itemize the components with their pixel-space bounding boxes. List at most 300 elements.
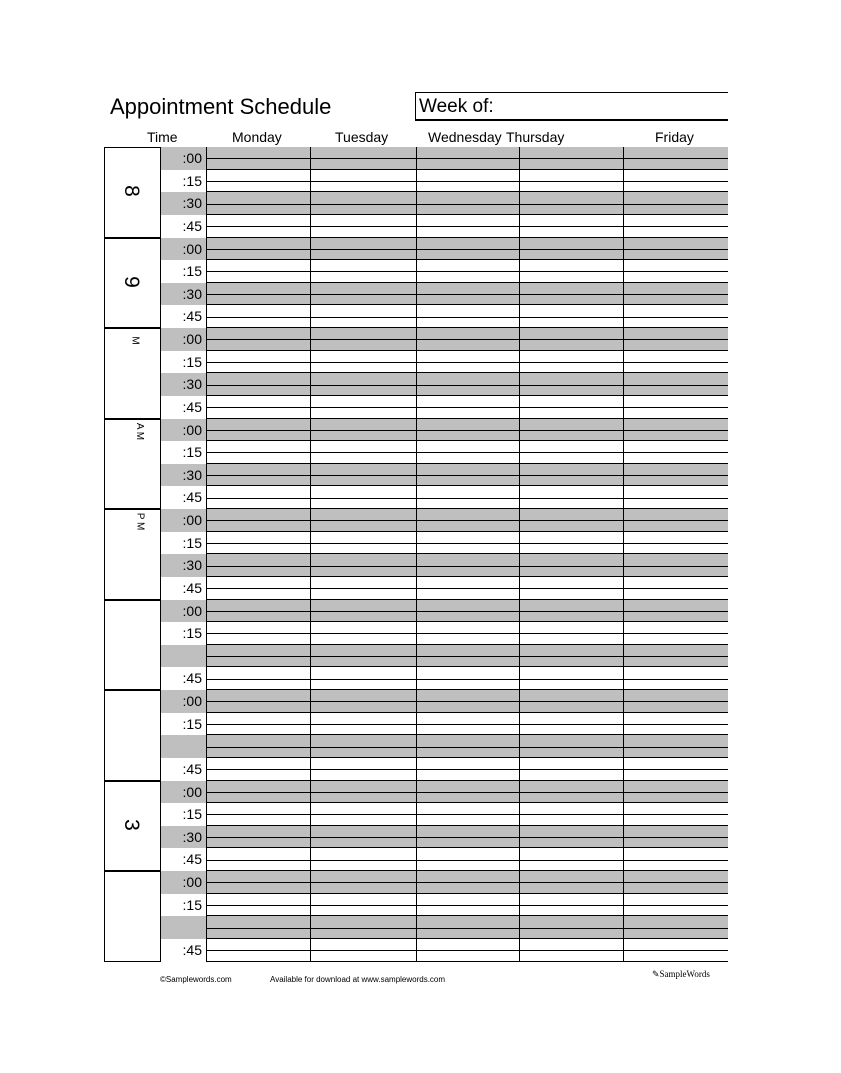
day-column-divider — [623, 351, 624, 374]
slot-time-label: :45 — [160, 486, 206, 509]
day-column-divider — [416, 713, 417, 736]
day-column-divider — [206, 486, 207, 509]
time-slot-row[interactable] — [160, 238, 728, 261]
pen-icon: ✎ — [652, 969, 660, 979]
day-column-divider — [519, 803, 520, 826]
time-slot-row[interactable] — [160, 147, 728, 170]
day-column-divider — [310, 328, 311, 351]
slot-divider — [206, 362, 728, 363]
day-column-divider — [519, 419, 520, 442]
slot-time-label: :30 — [160, 373, 206, 396]
day-column-divider — [416, 305, 417, 328]
day-column-divider — [416, 170, 417, 193]
day-column-divider — [206, 532, 207, 555]
day-column-divider — [206, 373, 207, 396]
day-column-divider — [519, 486, 520, 509]
day-column-divider — [310, 396, 311, 419]
day-column-divider — [416, 690, 417, 713]
hour-label: 9 — [119, 275, 143, 288]
day-column-divider — [519, 848, 520, 871]
slot-time-label: :00 — [160, 509, 206, 532]
slot-divider — [206, 961, 728, 962]
slot-divider — [206, 611, 728, 612]
day-column-divider — [519, 147, 520, 170]
day-column-divider — [519, 554, 520, 577]
slot-divider — [206, 385, 728, 386]
footer-copyright: ©Samplewords.com — [160, 975, 232, 984]
hour-label: 8 — [119, 185, 143, 198]
day-column-divider — [310, 622, 311, 645]
period-label: M — [129, 336, 141, 345]
day-column-divider — [206, 667, 207, 690]
period-label: A M — [134, 422, 146, 440]
slot-time-label: :00 — [160, 147, 206, 170]
day-column-divider — [206, 781, 207, 804]
day-column-divider — [623, 781, 624, 804]
day-column-divider — [310, 147, 311, 170]
day-column-divider — [416, 486, 417, 509]
slot-divider — [206, 724, 728, 725]
time-slot-row[interactable] — [160, 577, 728, 600]
time-slot-row[interactable] — [160, 758, 728, 781]
time-slot-row[interactable] — [160, 622, 728, 645]
day-column-divider — [623, 419, 624, 442]
day-column-divider — [519, 645, 520, 668]
time-slot-row[interactable] — [160, 600, 728, 623]
slot-divider — [206, 204, 728, 205]
slot-divider — [206, 475, 728, 476]
time-slot-row[interactable] — [160, 894, 728, 917]
slot-divider — [206, 249, 728, 250]
day-column-divider — [623, 147, 624, 170]
slot-time-label: :45 — [160, 396, 206, 419]
day-column-divider — [519, 826, 520, 849]
slot-time-label: :00 — [160, 690, 206, 713]
time-slot-row[interactable] — [160, 419, 728, 442]
slot-divider — [206, 747, 728, 748]
time-slot-row[interactable] — [160, 373, 728, 396]
slot-divider — [206, 679, 728, 680]
day-column-divider — [416, 667, 417, 690]
slot-divider — [206, 814, 728, 815]
day-column-divider — [310, 554, 311, 577]
hour-block — [104, 419, 161, 510]
day-column-divider — [416, 600, 417, 623]
time-slot-row[interactable] — [160, 486, 728, 509]
day-column-divider — [310, 713, 311, 736]
time-slot-row[interactable] — [160, 848, 728, 871]
day-column-divider — [206, 758, 207, 781]
period-label: P M — [134, 512, 146, 531]
slot-divider — [206, 271, 728, 272]
slot-time-label — [160, 645, 206, 668]
day-column-divider — [206, 554, 207, 577]
slot-time-label: :45 — [160, 848, 206, 871]
slot-divider — [206, 407, 728, 408]
day-column-divider — [310, 464, 311, 487]
day-column-divider — [416, 781, 417, 804]
hour-block — [104, 509, 161, 600]
day-column-divider — [310, 351, 311, 374]
day-header-monday: Monday — [232, 129, 282, 145]
day-column-divider — [206, 396, 207, 419]
day-column-divider — [310, 939, 311, 962]
day-header-wednesday: Wednesday — [428, 129, 502, 145]
time-slot-row[interactable] — [160, 328, 728, 351]
day-column-divider — [519, 464, 520, 487]
time-slot-row[interactable] — [160, 713, 728, 736]
day-column-divider — [623, 871, 624, 894]
page-title: Appointment Schedule — [110, 94, 332, 119]
day-column-divider — [623, 170, 624, 193]
day-column-divider — [416, 238, 417, 261]
day-column-divider — [206, 464, 207, 487]
samplewords-logo — [652, 969, 710, 980]
day-column-divider — [310, 192, 311, 215]
logo-text: SampleWords — [659, 969, 710, 979]
slot-divider — [206, 950, 728, 951]
day-column-divider — [206, 871, 207, 894]
day-column-divider — [416, 532, 417, 555]
day-column-divider — [519, 328, 520, 351]
slot-divider — [206, 339, 728, 340]
hour-block — [104, 871, 161, 962]
slot-time-label: :30 — [160, 826, 206, 849]
day-column-divider — [519, 735, 520, 758]
day-column-divider — [623, 735, 624, 758]
slot-time-label: :45 — [160, 305, 206, 328]
time-slot-row[interactable] — [160, 170, 728, 193]
slot-time-label: :30 — [160, 554, 206, 577]
day-column-divider — [519, 396, 520, 419]
day-column-divider — [519, 871, 520, 894]
slot-time-label: :45 — [160, 758, 206, 781]
day-column-divider — [206, 939, 207, 962]
day-column-divider — [416, 826, 417, 849]
slot-divider — [206, 905, 728, 906]
day-column-divider — [416, 464, 417, 487]
day-column-divider — [623, 260, 624, 283]
day-column-divider — [416, 735, 417, 758]
day-column-divider — [416, 441, 417, 464]
day-column-divider — [416, 373, 417, 396]
hour-block — [104, 238, 161, 329]
day-column-divider — [310, 826, 311, 849]
week-of-box[interactable] — [415, 92, 728, 121]
slot-divider — [206, 792, 728, 793]
slot-time-label — [160, 916, 206, 939]
slot-time-label: :00 — [160, 600, 206, 623]
day-column-divider — [519, 351, 520, 374]
slot-time-label: :45 — [160, 939, 206, 962]
slot-divider — [206, 498, 728, 499]
day-column-divider — [206, 803, 207, 826]
slot-divider — [206, 769, 728, 770]
time-slot-row[interactable] — [160, 532, 728, 555]
day-column-divider — [416, 396, 417, 419]
day-column-divider — [416, 283, 417, 306]
day-column-divider — [310, 645, 311, 668]
slot-time-label: :15 — [160, 170, 206, 193]
day-column-divider — [206, 690, 207, 713]
slot-time-label: :00 — [160, 238, 206, 261]
day-column-divider — [623, 803, 624, 826]
day-column-divider — [623, 192, 624, 215]
day-column-divider — [416, 192, 417, 215]
day-column-divider — [206, 622, 207, 645]
time-slot-row[interactable] — [160, 305, 728, 328]
slot-divider — [206, 837, 728, 838]
day-column-divider — [623, 600, 624, 623]
slot-time-label: :15 — [160, 441, 206, 464]
day-column-divider — [519, 758, 520, 781]
day-column-divider — [519, 305, 520, 328]
day-column-divider — [519, 690, 520, 713]
day-column-divider — [206, 192, 207, 215]
day-column-divider — [623, 916, 624, 939]
day-column-divider — [519, 192, 520, 215]
day-column-divider — [310, 871, 311, 894]
day-column-divider — [519, 441, 520, 464]
slot-time-label: :00 — [160, 328, 206, 351]
hour-label: 3 — [119, 818, 143, 831]
day-column-divider — [519, 170, 520, 193]
day-column-divider — [623, 667, 624, 690]
day-column-divider — [519, 916, 520, 939]
day-column-divider — [519, 600, 520, 623]
time-slot-row[interactable] — [160, 192, 728, 215]
time-slot-row[interactable] — [160, 351, 728, 374]
day-column-divider — [416, 622, 417, 645]
slot-time-label — [160, 735, 206, 758]
time-slot-row[interactable] — [160, 871, 728, 894]
slot-time-label: :15 — [160, 260, 206, 283]
time-slot-row[interactable] — [160, 283, 728, 306]
day-column-divider — [623, 826, 624, 849]
day-column-divider — [310, 238, 311, 261]
slot-divider — [206, 430, 728, 431]
day-column-divider — [416, 509, 417, 532]
slot-divider — [206, 317, 728, 318]
day-column-divider — [416, 419, 417, 442]
time-slot-row[interactable] — [160, 939, 728, 962]
day-column-divider — [623, 577, 624, 600]
schedule-grid — [104, 147, 728, 962]
slot-divider — [206, 452, 728, 453]
time-slot-row[interactable] — [160, 803, 728, 826]
time-slot-row[interactable] — [160, 645, 728, 668]
day-column-divider — [206, 305, 207, 328]
day-column-divider — [310, 441, 311, 464]
time-slot-row[interactable] — [160, 260, 728, 283]
day-column-divider — [310, 170, 311, 193]
slot-time-label: :15 — [160, 713, 206, 736]
slot-time-label: :30 — [160, 283, 206, 306]
day-column-divider — [416, 758, 417, 781]
day-column-divider — [416, 147, 417, 170]
day-column-divider — [623, 509, 624, 532]
day-column-divider — [416, 939, 417, 962]
day-column-divider — [519, 667, 520, 690]
day-column-divider — [206, 215, 207, 238]
time-slot-row[interactable] — [160, 781, 728, 804]
slot-time-label: :00 — [160, 419, 206, 442]
slot-divider — [206, 701, 728, 702]
time-slot-row[interactable] — [160, 396, 728, 419]
day-column-divider — [623, 238, 624, 261]
day-column-divider — [310, 667, 311, 690]
time-column-header: Time — [147, 129, 178, 145]
day-column-divider — [623, 305, 624, 328]
day-column-divider — [206, 419, 207, 442]
day-column-divider — [416, 871, 417, 894]
day-column-divider — [310, 781, 311, 804]
day-column-divider — [623, 939, 624, 962]
day-column-divider — [623, 758, 624, 781]
day-column-divider — [310, 600, 311, 623]
hour-block — [104, 328, 161, 419]
slot-time-label: :00 — [160, 871, 206, 894]
day-column-divider — [519, 509, 520, 532]
day-column-divider — [519, 215, 520, 238]
day-column-divider — [416, 803, 417, 826]
day-column-divider — [206, 577, 207, 600]
day-header-tuesday: Tuesday — [335, 129, 389, 145]
day-column-divider — [206, 916, 207, 939]
time-slot-row[interactable] — [160, 667, 728, 690]
day-column-divider — [206, 147, 207, 170]
day-column-divider — [623, 645, 624, 668]
day-column-divider — [623, 373, 624, 396]
slot-divider — [206, 860, 728, 861]
day-column-divider — [623, 713, 624, 736]
slot-divider — [206, 882, 728, 883]
day-column-divider — [206, 283, 207, 306]
day-column-divider — [416, 577, 417, 600]
day-column-divider — [623, 215, 624, 238]
day-column-divider — [206, 894, 207, 917]
day-column-divider — [206, 645, 207, 668]
day-column-divider — [623, 532, 624, 555]
day-column-divider — [310, 260, 311, 283]
day-column-divider — [519, 532, 520, 555]
slot-divider — [206, 588, 728, 589]
day-column-divider — [310, 283, 311, 306]
hour-block — [104, 147, 161, 238]
day-column-divider — [206, 848, 207, 871]
day-column-divider — [519, 373, 520, 396]
slot-time-label: :15 — [160, 803, 206, 826]
slot-divider — [206, 928, 728, 929]
day-column-divider — [623, 283, 624, 306]
day-column-divider — [206, 600, 207, 623]
slot-divider — [206, 226, 728, 227]
time-slot-row[interactable] — [160, 735, 728, 758]
time-slot-row[interactable] — [160, 916, 728, 939]
day-column-divider — [310, 916, 311, 939]
day-header-thursday: Thursday — [506, 129, 565, 145]
day-column-divider — [416, 848, 417, 871]
day-column-divider — [206, 238, 207, 261]
day-column-divider — [623, 690, 624, 713]
day-column-divider — [623, 894, 624, 917]
day-column-divider — [206, 826, 207, 849]
day-column-divider — [310, 373, 311, 396]
day-column-divider — [623, 464, 624, 487]
day-column-divider — [623, 441, 624, 464]
day-column-divider — [310, 803, 311, 826]
week-of-label: Week of: — [419, 96, 494, 117]
slot-time-label: :45 — [160, 577, 206, 600]
day-column-divider — [519, 781, 520, 804]
day-column-divider — [310, 509, 311, 532]
day-column-divider — [623, 486, 624, 509]
day-column-divider — [623, 554, 624, 577]
slot-time-label: :15 — [160, 532, 206, 555]
day-column-divider — [519, 283, 520, 306]
slot-divider — [206, 656, 728, 657]
day-column-divider — [206, 509, 207, 532]
footer-download-text: Available for download at www.samplewords.com — [270, 975, 446, 984]
slot-divider — [206, 543, 728, 544]
day-column-divider — [310, 577, 311, 600]
day-column-divider — [206, 260, 207, 283]
day-column-divider — [519, 577, 520, 600]
day-column-divider — [623, 622, 624, 645]
day-column-divider — [416, 260, 417, 283]
slot-divider — [206, 566, 728, 567]
day-column-divider — [206, 713, 207, 736]
slot-time-label: :15 — [160, 622, 206, 645]
day-column-divider — [416, 215, 417, 238]
slot-divider — [206, 181, 728, 182]
slot-time-label: :45 — [160, 215, 206, 238]
time-slot-row[interactable] — [160, 690, 728, 713]
day-column-divider — [310, 758, 311, 781]
time-slot-row[interactable] — [160, 509, 728, 532]
time-slot-row[interactable] — [160, 554, 728, 577]
day-column-divider — [310, 894, 311, 917]
slot-time-label: :30 — [160, 192, 206, 215]
day-column-divider — [310, 690, 311, 713]
slot-divider — [206, 158, 728, 159]
day-column-divider — [416, 894, 417, 917]
day-column-divider — [416, 645, 417, 668]
slot-divider — [206, 520, 728, 521]
slot-time-label: :30 — [160, 464, 206, 487]
day-column-divider — [519, 260, 520, 283]
day-column-divider — [206, 170, 207, 193]
time-slot-row[interactable] — [160, 215, 728, 238]
day-column-divider — [206, 441, 207, 464]
time-slot-row[interactable] — [160, 464, 728, 487]
day-column-divider — [623, 396, 624, 419]
day-column-divider — [206, 351, 207, 374]
day-column-divider — [206, 328, 207, 351]
day-column-divider — [416, 554, 417, 577]
slot-divider — [206, 633, 728, 634]
day-column-divider — [519, 939, 520, 962]
day-column-divider — [206, 735, 207, 758]
time-slot-row[interactable] — [160, 441, 728, 464]
day-column-divider — [519, 713, 520, 736]
time-slot-row[interactable] — [160, 826, 728, 849]
day-column-divider — [623, 328, 624, 351]
hour-block — [104, 781, 161, 872]
slot-divider — [206, 294, 728, 295]
day-column-divider — [623, 848, 624, 871]
day-column-divider — [416, 351, 417, 374]
